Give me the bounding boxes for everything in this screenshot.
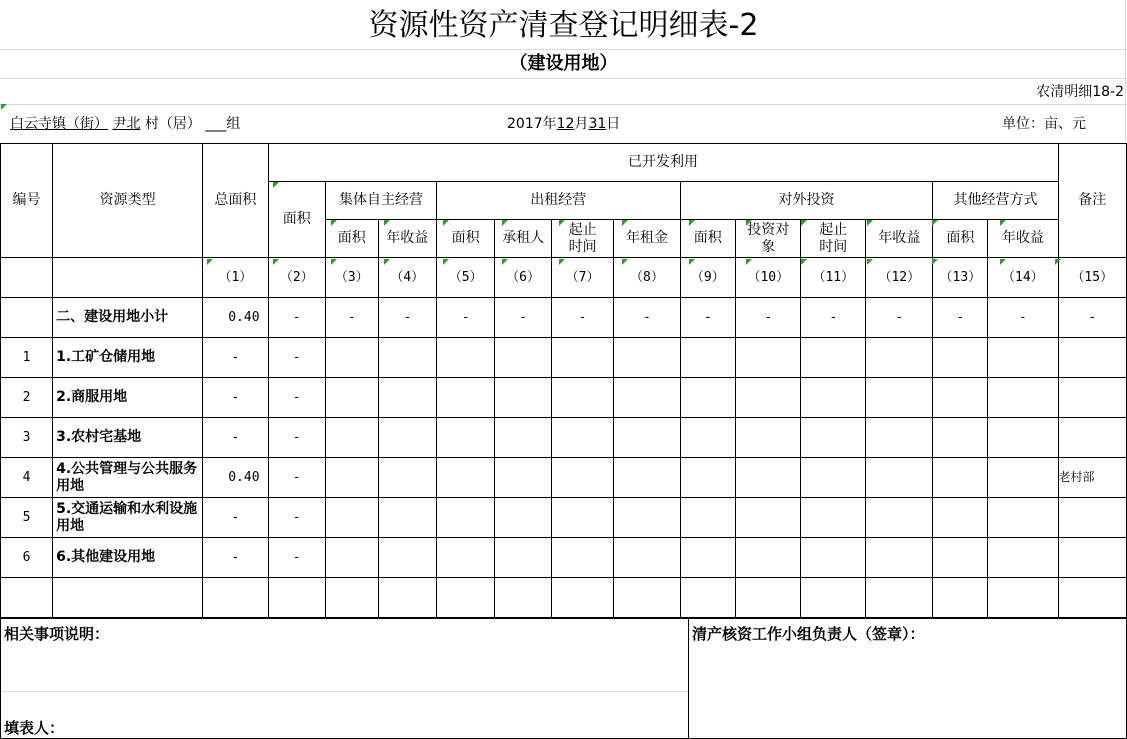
cell-marker-icon [801,220,807,226]
col-number[interactable]: （12） [866,258,933,298]
cell[interactable] [801,538,866,578]
cell[interactable] [680,498,735,538]
cell[interactable] [614,538,680,578]
cell[interactable] [988,338,1058,378]
cell[interactable] [736,378,801,418]
table-row [1,458,1127,498]
cell[interactable] [1058,578,1127,618]
cell-marker-icon [384,259,390,265]
cell[interactable] [933,578,988,618]
cell-marker-icon [689,220,695,226]
cell[interactable] [736,418,801,458]
cell[interactable] [551,418,614,458]
col-header-inv-area: 面积 [680,220,735,258]
gridline [0,78,1127,79]
cell[interactable] [378,578,436,618]
cell[interactable] [736,458,801,498]
col-header-developed: 已开发利用 [268,144,1058,182]
cell[interactable] [378,418,436,458]
gridline [1,691,688,692]
cell[interactable] [325,378,378,418]
cell-marker-icon [622,220,628,226]
row-remark[interactable] [1058,338,1127,378]
col-header-self-operated: 集体自主经营 [325,182,436,220]
date-year-char: 年 [542,116,557,132]
cell[interactable] [378,538,436,578]
cell-marker-icon [622,259,628,265]
col-header-lease-period: 起止时间 [551,220,614,258]
cell-marker-icon [1055,259,1061,265]
subtotal-dash[interactable]: - [378,298,436,338]
cell[interactable] [866,378,933,418]
row-total-area[interactable]: - [203,338,268,378]
col-header-inv-target: 投资对象 [736,220,801,258]
row-type[interactable]: 5.交通运输和水利设施用地 [53,498,203,538]
cell[interactable] [866,498,933,538]
date-month-char: 月 [574,116,589,132]
subtotal-total[interactable]: 0.40 [203,298,268,338]
cell[interactable] [933,538,988,578]
cell-marker-icon [273,259,279,265]
table-row [1,498,1127,538]
cell-marker-icon [273,182,279,188]
col-header-area: 面积 [268,182,325,258]
row-remark[interactable] [1058,538,1127,578]
village-suffix: 村（居） [144,116,201,132]
cell[interactable] [736,578,801,618]
col-header-lease-area: 面积 [436,220,494,258]
cell[interactable] [325,498,378,538]
subtotal-dash[interactable]: - [801,298,866,338]
cell-marker-icon [1000,220,1006,226]
subtotal-dash[interactable]: - [268,298,325,338]
unit-label: 单位：亩、元 [1002,116,1086,132]
cell[interactable] [325,458,378,498]
cell[interactable] [866,338,933,378]
cell[interactable] [801,378,866,418]
col-number[interactable]: （1） [203,258,268,298]
cell[interactable] [551,498,614,538]
cell[interactable] [325,578,378,618]
cell[interactable] [801,498,866,538]
cell[interactable] [53,258,203,298]
cell[interactable] [551,578,614,618]
row-area[interactable]: - [268,418,325,458]
subtotal-dash[interactable]: - [736,298,801,338]
row-remark[interactable] [1058,378,1127,418]
cell[interactable] [801,338,866,378]
cell[interactable] [495,338,551,378]
cell[interactable] [1,258,53,298]
cell[interactable] [1,298,53,338]
cell[interactable] [325,538,378,578]
cell-marker-icon [502,259,508,265]
cell[interactable] [680,538,735,578]
row-area[interactable]: - [268,498,325,538]
notes-box[interactable] [0,618,689,739]
row-no[interactable]: 2 [1,378,53,418]
col-header-investment: 对外投资 [680,182,933,220]
form-code: 农清明细18-2 [1036,84,1124,100]
cell[interactable] [614,378,680,418]
cell[interactable] [1,578,53,618]
cell[interactable] [268,578,325,618]
cell-marker-icon [384,220,390,226]
subtotal-dash[interactable]: - [933,298,988,338]
date-year: 2017 [507,116,543,132]
col-number[interactable]: （9） [680,258,735,298]
cell-marker-icon [746,259,752,265]
cell[interactable] [378,338,436,378]
cell[interactable] [495,378,551,418]
row-type[interactable]: 3.农村宅基地 [53,418,203,458]
col-number[interactable]: （4） [378,258,436,298]
cell[interactable] [325,418,378,458]
subtotal-dash[interactable]: - [614,298,680,338]
col-number[interactable]: （7） [551,258,614,298]
col-header-lessee: 承租人 [495,220,551,258]
cell[interactable] [551,338,614,378]
cell[interactable] [680,338,735,378]
group-blank: ___ [205,116,227,132]
row-remark[interactable] [1058,418,1127,458]
blank-row [1,578,1127,618]
row-no[interactable]: 3 [1,418,53,458]
cell[interactable] [436,338,494,378]
cell[interactable] [378,458,436,498]
cell-marker-icon [932,259,938,265]
cell[interactable] [53,578,203,618]
leader-signature-label: 清产核资工作小组负责人（签章）： [692,625,925,643]
col-header-no: 编号 [1,144,53,258]
cell[interactable] [933,418,988,458]
cell[interactable] [614,458,680,498]
gridline [0,104,1127,105]
col-header-type: 资源类型 [53,144,203,258]
col-number[interactable]: （11） [801,258,866,298]
col-header-other-income: 年收益 [988,220,1058,258]
col-header-inv-period: 起止时间 [801,220,866,258]
cell[interactable] [988,538,1058,578]
date-month: 12 [556,116,575,132]
col-header-other-area: 面积 [933,220,988,258]
cell-marker-icon [559,220,565,226]
cell[interactable] [933,458,988,498]
cell[interactable] [378,498,436,538]
subtotal-dash[interactable]: - [1058,298,1127,338]
col-header-self-area: 面积 [325,220,378,258]
cell[interactable] [436,538,494,578]
cell[interactable] [614,578,680,618]
cell-marker-icon [559,259,565,265]
cell[interactable] [680,578,735,618]
cell[interactable] [736,498,801,538]
cell[interactable] [736,338,801,378]
cell[interactable] [680,418,735,458]
cell[interactable] [933,498,988,538]
cell[interactable] [436,418,494,458]
ledger-table [0,143,1127,618]
col-number[interactable]: （10） [736,258,801,298]
cell[interactable] [801,418,866,458]
row-total-area[interactable]: 0.40 [203,458,268,498]
cell[interactable] [680,378,735,418]
cell[interactable] [495,418,551,458]
cell[interactable] [614,338,680,378]
row-type[interactable]: 4.公共管理与公共服务用地 [53,458,203,498]
subtotal-dash[interactable]: - [325,298,378,338]
cell[interactable] [801,458,866,498]
cell[interactable] [866,418,933,458]
table-row [1,378,1127,418]
cell-marker-icon [1,104,7,110]
cell[interactable] [325,338,378,378]
cell[interactable] [988,418,1058,458]
cell[interactable] [203,578,268,618]
subtotal-label[interactable]: 二、建设用地小计 [53,298,203,338]
cell[interactable] [495,578,551,618]
cell[interactable] [495,498,551,538]
cell[interactable] [680,458,735,498]
leader-signature-box[interactable] [688,618,1127,739]
col-number[interactable]: （15） [1058,258,1127,298]
cell[interactable] [988,578,1058,618]
cell-marker-icon [331,220,337,226]
cell-marker-icon [932,220,938,226]
row-no[interactable]: 6 [1,538,53,578]
cell[interactable] [436,498,494,538]
col-number[interactable]: （2） [268,258,325,298]
page-title: 资源性资产清查登记明细表-2 [368,8,759,43]
table-row [1,538,1127,578]
col-number[interactable]: （5） [436,258,494,298]
cell[interactable] [866,538,933,578]
col-number[interactable]: （14） [988,258,1058,298]
table-row [1,338,1127,378]
cell[interactable] [436,578,494,618]
row-remark[interactable] [1058,498,1127,538]
cell[interactable] [378,378,436,418]
cell-marker-icon [207,259,213,265]
cell[interactable] [551,538,614,578]
report-date [507,110,620,138]
col-header-other: 其他经营方式 [933,182,1058,220]
col-header-total-area: 总面积 [203,144,268,258]
village-name: 尹北 [112,116,141,132]
row-type[interactable]: 6.其他建设用地 [53,538,203,578]
row-area[interactable]: - [268,538,325,578]
subtotal-dash[interactable]: - [680,298,735,338]
cell[interactable] [801,578,866,618]
cell[interactable] [988,498,1058,538]
subtotal-dash[interactable]: - [495,298,551,338]
row-total-area[interactable]: - [203,418,268,458]
row-type[interactable]: 2.商服用地 [53,378,203,418]
subtotal-dash[interactable]: - [436,298,494,338]
date-day-char: 日 [606,116,621,132]
cell-marker-icon [867,220,873,226]
cell[interactable] [495,538,551,578]
cell-marker-icon [443,220,449,226]
table-row [1,418,1127,458]
col-number[interactable]: （3） [325,258,378,298]
cell[interactable] [436,458,494,498]
col-number[interactable]: （6） [495,258,551,298]
subtotal-dash[interactable]: - [551,298,614,338]
cell[interactable] [988,458,1058,498]
date-day: 31 [588,116,607,132]
cell-marker-icon [1000,259,1006,265]
cell[interactable] [436,378,494,418]
cell[interactable] [933,378,988,418]
cell-marker-icon [867,259,873,265]
cell-marker-icon [746,220,752,226]
row-no[interactable]: 1 [1,338,53,378]
subtotal-dash[interactable]: - [866,298,933,338]
row-total-area[interactable]: - [203,538,268,578]
cell-marker-icon [689,259,695,265]
row-area[interactable]: - [268,338,325,378]
cell-marker-icon [331,259,337,265]
cell-marker-icon [502,220,508,226]
row-remark[interactable]: 老村部 [1058,458,1127,498]
cell[interactable] [866,458,933,498]
township-label: 白云寺镇（街） [10,116,108,132]
cell[interactable] [866,578,933,618]
filler-label: 填表人： [4,719,65,737]
col-number[interactable]: （8） [614,258,680,298]
subtotal-row [1,298,1127,338]
subtotal-dash[interactable]: - [988,298,1058,338]
row-total-area[interactable]: - [203,498,268,538]
cell-marker-icon [443,259,449,265]
cell-marker-icon [801,259,807,265]
col-number[interactable]: （13） [933,258,988,298]
cell[interactable] [614,498,680,538]
cell[interactable] [551,458,614,498]
notes-label: 相关事项说明： [4,625,110,643]
cell[interactable] [495,458,551,498]
location-line [10,110,240,138]
cell[interactable] [933,338,988,378]
row-total-area[interactable]: - [203,378,268,418]
row-no[interactable]: 4 [1,458,53,498]
col-header-inv-income: 年收益 [866,220,933,258]
row-area[interactable]: - [268,458,325,498]
cell[interactable] [551,378,614,418]
row-no[interactable]: 5 [1,498,53,538]
group-suffix: 组 [226,116,241,132]
col-header-rent: 年租金 [614,220,680,258]
page-subtitle: （建设用地） [509,53,618,74]
cell[interactable] [736,538,801,578]
col-header-remark: 备注 [1058,144,1127,258]
cell[interactable] [988,378,1058,418]
row-area[interactable]: - [268,378,325,418]
cell[interactable] [614,418,680,458]
row-type[interactable]: 1.工矿仓储用地 [53,338,203,378]
col-header-self-income: 年收益 [378,220,436,258]
col-header-lease: 出租经营 [436,182,680,220]
